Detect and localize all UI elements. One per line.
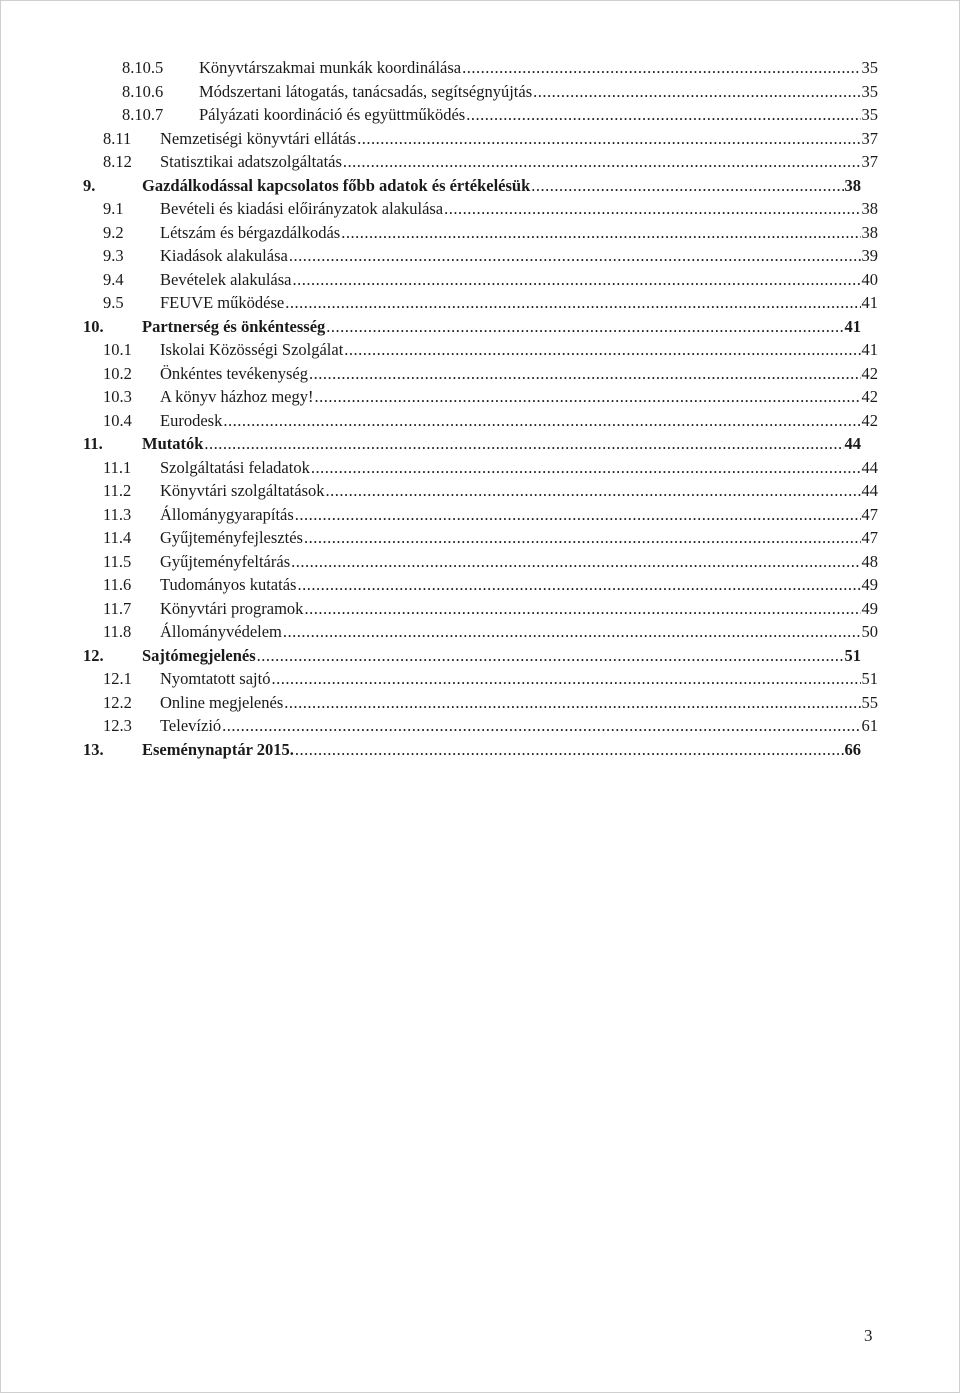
toc-dot-leader	[462, 57, 860, 79]
toc-entry-body	[160, 339, 878, 361]
toc-entry[interactable]	[103, 598, 878, 620]
toc-dot-leader	[283, 621, 861, 643]
toc-entry-body	[160, 269, 878, 291]
toc-entry-number: 12.	[83, 645, 104, 665]
toc-dot-leader	[297, 574, 860, 596]
toc-entry-number: 9.2	[103, 222, 124, 242]
toc-entry[interactable]	[103, 222, 878, 244]
toc-entry[interactable]	[103, 668, 878, 690]
toc-entry-body	[160, 621, 878, 643]
toc-entry-title: Eseménynaptár 2015.	[142, 739, 294, 759]
toc-entry-title: Tudományos kutatás	[160, 575, 297, 594]
toc-entry-page: 37	[861, 152, 878, 171]
toc-entry-page: 41	[844, 316, 861, 336]
toc-entry-number: 12.3	[103, 716, 132, 735]
toc-entry-page: 41	[861, 293, 878, 312]
toc-entry[interactable]	[103, 198, 878, 220]
toc-entry-number: 9.3	[103, 246, 124, 265]
toc-entry-body	[160, 692, 878, 714]
toc-entry-body	[160, 551, 878, 573]
toc-entry-body	[160, 245, 878, 267]
toc-dot-leader	[285, 292, 860, 314]
toc-entry[interactable]	[103, 339, 878, 361]
toc-entry-body	[199, 57, 878, 79]
toc-entry-number: 10.1	[103, 340, 132, 359]
toc-dot-leader	[295, 504, 861, 526]
toc-dot-leader	[326, 316, 843, 338]
toc-entry-number: 8.11	[103, 128, 132, 148]
toc-dot-leader	[304, 598, 860, 620]
toc-entry[interactable]	[103, 386, 878, 408]
toc-entry-page: 38	[861, 222, 878, 242]
toc-entry-number: 11.6	[103, 575, 132, 594]
toc-entry[interactable]	[103, 480, 878, 502]
toc-entry-title: Gazdálkodással kapcsolatos főbb adatok és értékelésük	[142, 175, 531, 195]
toc-entry-page: 44	[844, 434, 861, 453]
toc-entry-page: 51	[861, 669, 878, 688]
toc-entry-number: 12.2	[103, 692, 132, 712]
toc-entry-body	[160, 668, 878, 690]
toc-entry-number: 9.4	[103, 269, 124, 289]
toc-entry-page: 66	[844, 739, 861, 759]
toc-entry-body	[160, 151, 878, 173]
toc-entry-page: 39	[861, 246, 878, 265]
toc-entry-number: 8.12	[103, 152, 132, 171]
toc-entry-page: 44	[861, 481, 878, 500]
toc-entry-page: 55	[861, 692, 878, 712]
toc-entry-title: Gyűjteményfeltárás	[160, 551, 291, 571]
toc-entry-page: 38	[844, 175, 861, 195]
toc-entry-number: 9.5	[103, 293, 124, 312]
toc-dot-leader	[309, 363, 861, 385]
toc-entry-page: 38	[861, 199, 878, 218]
toc-entry-page: 49	[861, 598, 878, 618]
toc-entry-number: 10.2	[103, 363, 132, 383]
toc-dot-leader	[326, 480, 861, 502]
toc-dot-leader	[257, 645, 844, 667]
toc-entry-number: 11.7	[103, 598, 132, 618]
toc-entry-title: Könyvtári szolgáltatások	[160, 481, 325, 500]
toc-entry-page: 50	[861, 622, 878, 641]
toc-entry-title: Statisztikai adatszolgáltatás	[160, 152, 342, 171]
toc-entry-title: Sajtómegjelenés	[142, 645, 256, 665]
toc-entry-page: 44	[861, 457, 878, 477]
toc-entry[interactable]	[103, 128, 878, 150]
toc-entry-number: 11.	[83, 434, 103, 453]
toc-entry-page: 35	[861, 105, 878, 124]
toc-entry-title: Bevételi és kiadási előirányzatok alakulása	[160, 199, 444, 218]
toc-entry-page: 37	[861, 128, 878, 148]
toc-dot-leader	[311, 457, 861, 479]
toc-dot-leader	[357, 128, 860, 150]
toc-entry-title: Eurodesk	[160, 410, 223, 430]
toc-entry[interactable]	[122, 57, 878, 79]
toc-entry-body	[142, 175, 861, 197]
toc-entry-title: Szolgáltatási feladatok	[160, 457, 310, 477]
toc-entry-title: FEUVE működése	[160, 293, 285, 312]
toc-dot-leader	[222, 715, 860, 737]
toc-entry-page: 47	[861, 504, 878, 524]
toc-entry[interactable]	[83, 316, 861, 338]
toc-entry[interactable]	[103, 621, 878, 643]
toc-dot-leader	[466, 104, 860, 126]
toc-entry-page: 35	[861, 81, 878, 101]
toc-entry-number: 11.1	[103, 457, 132, 477]
toc-entry-body	[160, 128, 878, 150]
toc-entry-body	[160, 598, 878, 620]
toc-entry-body	[160, 504, 878, 526]
toc-entry-body	[160, 715, 878, 737]
toc-entry-title: Nyomtatott sajtó	[160, 669, 271, 688]
toc-dot-leader	[204, 433, 843, 455]
toc-entry-title: Módszertani látogatás, tanácsadás, segítségnyújtás	[199, 81, 533, 101]
toc-entry-page: 42	[861, 387, 878, 406]
toc-entry[interactable]	[103, 715, 878, 737]
toc-entry-number: 8.10.6	[122, 81, 164, 101]
toc-dot-leader	[271, 668, 860, 690]
toc-entry-body	[160, 527, 878, 549]
toc-entry-body	[142, 433, 861, 455]
toc-entry-body	[160, 574, 878, 596]
toc-entry-number: 10.	[83, 316, 104, 336]
toc-entry[interactable]	[103, 151, 878, 173]
toc-dot-leader	[444, 198, 860, 220]
toc-entry-page: 61	[861, 716, 878, 735]
toc-entry-number: 11.3	[103, 504, 132, 524]
toc-entry[interactable]	[103, 363, 878, 385]
toc-entry-title: Pályázati koordináció és együttműködés	[199, 105, 466, 124]
toc-dot-leader	[344, 339, 860, 361]
toc-entry-number: 8.10.7	[122, 105, 164, 124]
toc-dot-leader	[304, 527, 861, 549]
toc-entry-body	[160, 480, 878, 502]
toc-dot-leader	[289, 245, 861, 267]
toc-entry-title: Bevételek alakulása	[160, 269, 292, 289]
toc-entry-number: 10.3	[103, 387, 132, 406]
page-number: 3	[864, 1326, 873, 1345]
toc-entry-title: A könyv házhoz megy!	[160, 387, 314, 406]
toc-entry[interactable]	[103, 269, 878, 291]
toc-entry-page: 48	[861, 551, 878, 571]
toc-entry-number: 9.1	[103, 199, 124, 218]
toc-entry-body	[142, 645, 861, 667]
toc-dot-leader	[292, 269, 860, 291]
toc-entry-title: Létszám és bérgazdálkodás	[160, 222, 341, 242]
toc-entry-page: 40	[861, 269, 878, 289]
toc-dot-leader	[531, 175, 843, 197]
toc-dot-leader	[341, 222, 860, 244]
toc-entry[interactable]	[103, 457, 878, 479]
toc-entry[interactable]	[103, 574, 878, 596]
toc-entry-body	[160, 410, 878, 432]
toc-entry-body	[160, 198, 878, 220]
toc-entry[interactable]	[83, 175, 861, 197]
toc-entry[interactable]	[103, 292, 878, 314]
toc-dot-leader	[223, 410, 860, 432]
toc-dot-leader	[343, 151, 861, 173]
toc-entry-title: Állománygyarapítás	[160, 504, 294, 524]
toc-entry[interactable]	[103, 245, 878, 267]
toc-entry-page: 35	[861, 58, 878, 77]
toc-entry-number: 11.8	[103, 622, 132, 641]
toc-entry-number: 11.5	[103, 551, 132, 571]
toc-entry[interactable]	[103, 504, 878, 526]
toc-entry-title: Könyvtárszakmai munkák koordinálása	[199, 58, 462, 77]
toc-entry-title: Kiadások alakulása	[160, 246, 288, 265]
toc-entry-number: 9.	[83, 175, 96, 195]
toc-entry-body	[160, 457, 878, 479]
toc-entry-page: 49	[861, 575, 878, 594]
toc-dot-leader	[284, 692, 860, 714]
toc-entry-title: Állományvédelem	[160, 622, 282, 641]
toc-entry[interactable]	[83, 433, 861, 455]
toc-entry[interactable]	[83, 645, 861, 667]
toc-entry-page: 47	[861, 528, 878, 547]
toc-dot-leader	[315, 386, 861, 408]
toc-entry-title: Iskolai Közösségi Szolgálat	[160, 340, 344, 359]
toc-entry-page: 42	[861, 363, 878, 383]
toc-entry-body	[142, 739, 861, 761]
toc-entry-title: Önkéntes tevékenység	[160, 363, 308, 383]
toc-entry-title: Gyűjteményfejlesztés	[160, 528, 303, 547]
toc-entry-page: 51	[844, 645, 861, 665]
toc-entry[interactable]	[83, 739, 861, 761]
toc-entry-number: 10.4	[103, 410, 132, 430]
toc-entry-title: Televízió	[160, 716, 222, 735]
toc-entry-number: 12.1	[103, 669, 132, 688]
toc-entry[interactable]	[122, 81, 878, 103]
toc-dot-leader	[295, 739, 844, 761]
toc-entry-page: 42	[861, 410, 878, 430]
toc-entry-body	[160, 222, 878, 244]
toc-entry-body	[160, 292, 878, 314]
toc-entry-body	[160, 363, 878, 385]
toc-entry-body	[160, 386, 878, 408]
toc-entry[interactable]	[103, 410, 878, 432]
toc-entry-number: 8.10.5	[122, 58, 164, 77]
toc-dot-leader	[291, 551, 860, 573]
toc-entry-number: 11.2	[103, 481, 132, 500]
toc-entry-body	[142, 316, 861, 338]
toc-entry[interactable]	[122, 104, 878, 126]
toc-entry-number: 11.4	[103, 528, 132, 547]
toc-entry[interactable]	[103, 551, 878, 573]
toc-entry[interactable]	[103, 527, 878, 549]
toc-entry-number: 13.	[83, 739, 104, 759]
toc-dot-leader	[533, 81, 860, 103]
toc-entry-body	[199, 81, 878, 103]
toc-entry-title: Nemzetiségi könyvtári ellátás	[160, 128, 357, 148]
toc-entry-body	[199, 104, 878, 126]
toc-entry-title: Online megjelenés	[160, 692, 284, 712]
toc-entry-title: Partnerség és önkéntesség	[142, 316, 326, 336]
toc-entry-title: Mutatók	[142, 434, 204, 453]
toc-entry[interactable]	[103, 692, 878, 714]
toc-entry-title: Könyvtári programok	[160, 598, 304, 618]
toc-entry-page: 41	[861, 340, 878, 359]
